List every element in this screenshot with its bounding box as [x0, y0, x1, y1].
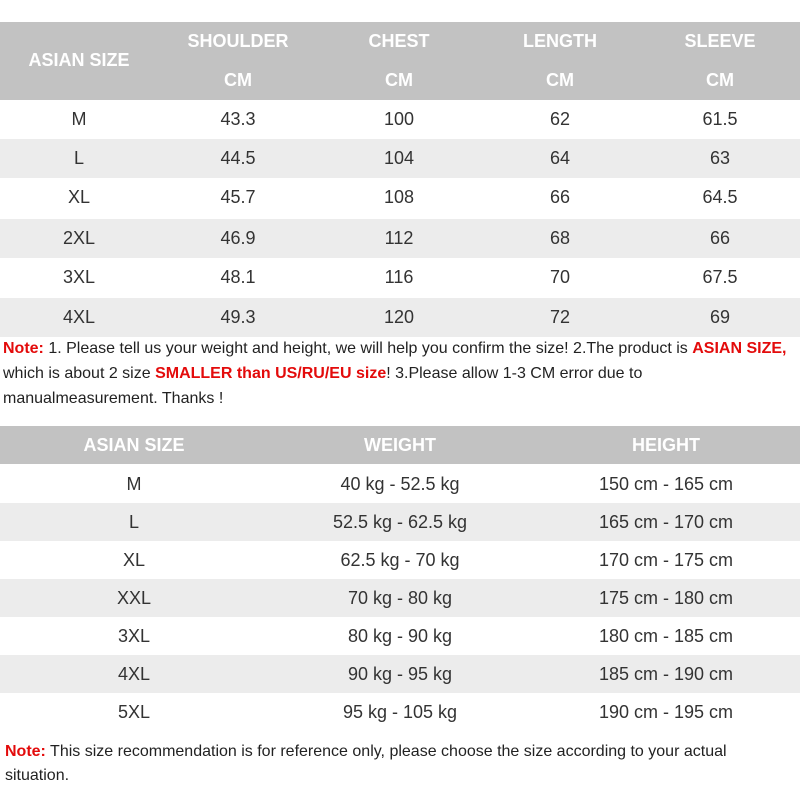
- height-cell: 165 cm - 170 cm: [598, 512, 734, 532]
- size-cell: M: [71, 109, 87, 129]
- sleeve-cell: 69: [709, 307, 731, 327]
- note-text: ! 3.Please allow 1-3 CM error due to manualmeasurement. Thanks !: [3, 365, 643, 407]
- length-cell: 70: [549, 267, 571, 287]
- size-cell: XL: [67, 187, 91, 207]
- chest-cell: 108: [383, 187, 415, 207]
- size-cell: 3XL: [117, 626, 151, 646]
- unit-length: CM: [546, 70, 574, 90]
- weight-cell: 95 kg - 105 kg: [342, 702, 458, 722]
- weight-cell: 80 kg - 90 kg: [347, 626, 453, 646]
- sleeve-cell: 61.5: [702, 109, 738, 129]
- chest-cell: 120: [383, 307, 415, 327]
- shoulder-cell: 43.3: [220, 109, 256, 129]
- table-row: [0, 655, 800, 693]
- unit-chest: CM: [385, 70, 413, 90]
- size-cell: XL: [122, 550, 146, 570]
- length-cell: 64: [549, 148, 571, 168]
- table-row: [0, 219, 800, 258]
- length-cell: 66: [549, 187, 571, 207]
- height-cell: 175 cm - 180 cm: [598, 588, 734, 608]
- recommendation-table-header: [0, 426, 800, 464]
- table-row: [0, 258, 800, 297]
- size-cell: L: [128, 512, 139, 532]
- size-cell: 3XL: [62, 267, 96, 287]
- table-row: [0, 100, 800, 139]
- height-cell: 150 cm - 165 cm: [598, 474, 734, 494]
- note-highlight-smaller: SMALLER than US/RU/EU size: [155, 365, 387, 382]
- table-row: [0, 503, 800, 541]
- size-cell: L: [73, 148, 84, 168]
- size-cell: 4XL: [117, 664, 151, 684]
- height-cell: 190 cm - 195 cm: [598, 702, 734, 722]
- shoulder-cell: 44.5: [220, 148, 256, 168]
- recommendation-note: [5, 740, 795, 788]
- sleeve-cell: 64.5: [702, 187, 738, 207]
- sleeve-cell: 66: [709, 228, 731, 248]
- table-row: [0, 298, 800, 337]
- chest-cell: 100: [383, 109, 415, 129]
- unit-shoulder: CM: [224, 70, 252, 90]
- length-cell: 62: [549, 109, 571, 129]
- shoulder-cell: 45.7: [220, 187, 256, 207]
- weight-cell: 62.5 kg - 70 kg: [340, 550, 460, 570]
- note-text: 1. Please tell us your weight and height, we will help you confirm the size! 2.The product is: [43, 340, 693, 357]
- note-text: This size recommendation is for reference only, please choose the size according to your actual situation.: [5, 743, 727, 784]
- weight-cell: 70 kg - 80 kg: [347, 588, 453, 608]
- sleeve-cell: 67.5: [702, 267, 738, 287]
- sleeve-cell: 63: [709, 148, 731, 168]
- header-length: LENGTH: [523, 31, 597, 51]
- shoulder-cell: 49.3: [220, 307, 256, 327]
- chest-cell: 116: [384, 267, 414, 287]
- header-asian-size: ASIAN SIZE: [28, 50, 130, 70]
- chest-cell: 112: [384, 228, 414, 248]
- weight-cell: 52.5 kg - 62.5 kg: [332, 512, 468, 532]
- height-cell: 185 cm - 190 cm: [598, 664, 734, 684]
- length-cell: 68: [549, 228, 571, 248]
- size-cell: XXL: [116, 588, 152, 608]
- weight-cell: 90 kg - 95 kg: [347, 664, 453, 684]
- table-row: [0, 541, 800, 579]
- size-cell: 2XL: [62, 228, 96, 248]
- table-row: [0, 579, 800, 617]
- header-height: HEIGHT: [631, 435, 700, 455]
- note-label: Note:: [3, 340, 44, 357]
- size-cell: 5XL: [117, 702, 151, 722]
- note-highlight-asian-size: ASIAN SIZE,: [692, 340, 787, 357]
- header-chest: CHEST: [368, 31, 430, 51]
- header-asian-size: ASIAN SIZE: [83, 435, 185, 455]
- size-cell: M: [126, 474, 142, 494]
- weight-cell: 40 kg - 52.5 kg: [340, 474, 460, 494]
- table-row: [0, 139, 800, 178]
- header-sleeve: SLEEVE: [684, 31, 756, 51]
- height-cell: 180 cm - 185 cm: [598, 626, 734, 646]
- length-cell: 72: [549, 307, 571, 327]
- shoulder-cell: 46.9: [220, 228, 256, 248]
- table-row: [0, 617, 800, 655]
- header-shoulder: SHOULDER: [187, 31, 289, 51]
- note-text: which is about 2 size: [3, 365, 156, 382]
- height-cell: 170 cm - 175 cm: [598, 550, 734, 570]
- header-weight: WEIGHT: [364, 435, 436, 455]
- size-cell: 4XL: [62, 307, 96, 327]
- unit-sleeve: CM: [706, 70, 734, 90]
- table-row: [0, 178, 800, 217]
- chest-cell: 104: [383, 148, 415, 168]
- note-label: Note:: [5, 743, 46, 760]
- shoulder-cell: 48.1: [220, 267, 256, 287]
- table-row: [0, 693, 800, 731]
- table-row: [0, 465, 800, 503]
- size-note: [3, 336, 799, 411]
- measurement-table-header: [0, 22, 800, 100]
